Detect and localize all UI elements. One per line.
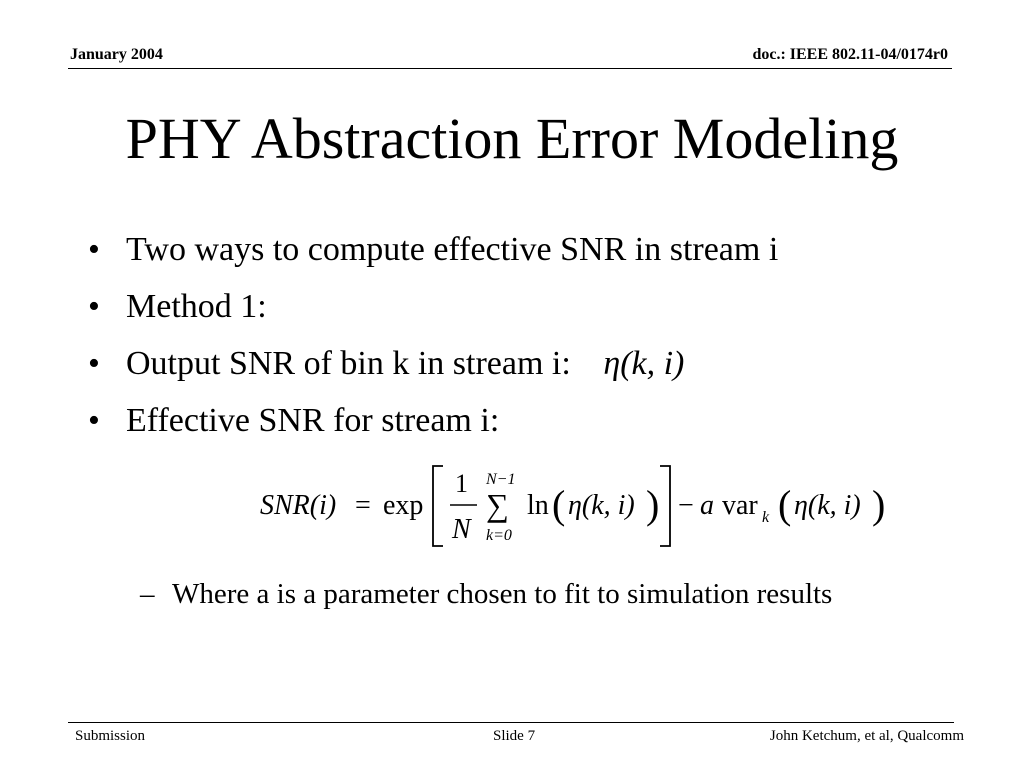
effective-snr-formula — [250, 460, 900, 550]
bullet-item — [88, 230, 778, 287]
bullet-item — [88, 344, 778, 401]
footer-authors: John Ketchum, et al, Qualcomm — [769, 728, 964, 744]
sum-lower-limit: k=0 — [486, 527, 512, 544]
formula-minus: − — [678, 490, 694, 521]
footer-divider — [68, 722, 954, 723]
formula-equals: = — [355, 490, 371, 521]
sub-bullet-text: Where a is a parameter chosen to fit to simulation results — [172, 578, 833, 610]
header-divider — [68, 68, 952, 69]
bullet-item — [88, 401, 778, 458]
bullet-dot-icon: • — [88, 345, 100, 382]
sum-symbol-icon: ∑ — [486, 487, 509, 523]
bullet-text: Effective SNR for stream i: — [126, 402, 500, 439]
bullet-list — [88, 230, 778, 458]
formula-lhs: SNR(i) — [260, 490, 337, 521]
formula-var-subscript: k — [762, 509, 770, 526]
dash-icon: – — [140, 578, 155, 610]
formula-term: η(k, i) — [794, 490, 861, 521]
formula-a: a — [700, 490, 714, 521]
right-bracket-icon — [660, 466, 670, 546]
bullet-text: Output SNR of bin k in stream i: — [126, 345, 571, 382]
slide-title: PHY Abstraction Error Modeling — [125, 106, 899, 171]
footer-submission: Submission — [75, 728, 146, 744]
bullet-item — [88, 287, 778, 344]
formula-ln: ln — [527, 490, 549, 521]
footer-slide-number: Slide 7 — [493, 728, 536, 744]
bullet-text: Two ways to compute effective SNR in stream i — [126, 231, 779, 268]
bullet-text: Method 1: — [126, 288, 267, 325]
bullet-dot-icon: • — [88, 402, 100, 439]
left-bracket-icon — [433, 466, 443, 546]
right-paren-icon: ) — [646, 482, 660, 527]
formula-var: var — [722, 490, 758, 521]
header-doc-id: doc.: IEEE 802.11-04/0174r0 — [752, 46, 948, 63]
inline-formula: η(k, i) — [603, 345, 685, 382]
sum-upper-limit: N−1 — [486, 471, 516, 488]
right-paren-icon: ) — [872, 482, 886, 527]
left-paren-icon: ( — [778, 482, 792, 527]
bullet-dot-icon: • — [88, 231, 100, 268]
formula-numerator: 1 — [455, 469, 468, 498]
formula-exp: exp — [383, 490, 424, 521]
header-date: January 2004 — [70, 46, 163, 63]
formula-term: η(k, i) — [568, 490, 635, 521]
bullet-dot-icon: • — [88, 288, 100, 325]
left-paren-icon: ( — [552, 482, 566, 527]
formula-denominator: N — [452, 514, 471, 545]
